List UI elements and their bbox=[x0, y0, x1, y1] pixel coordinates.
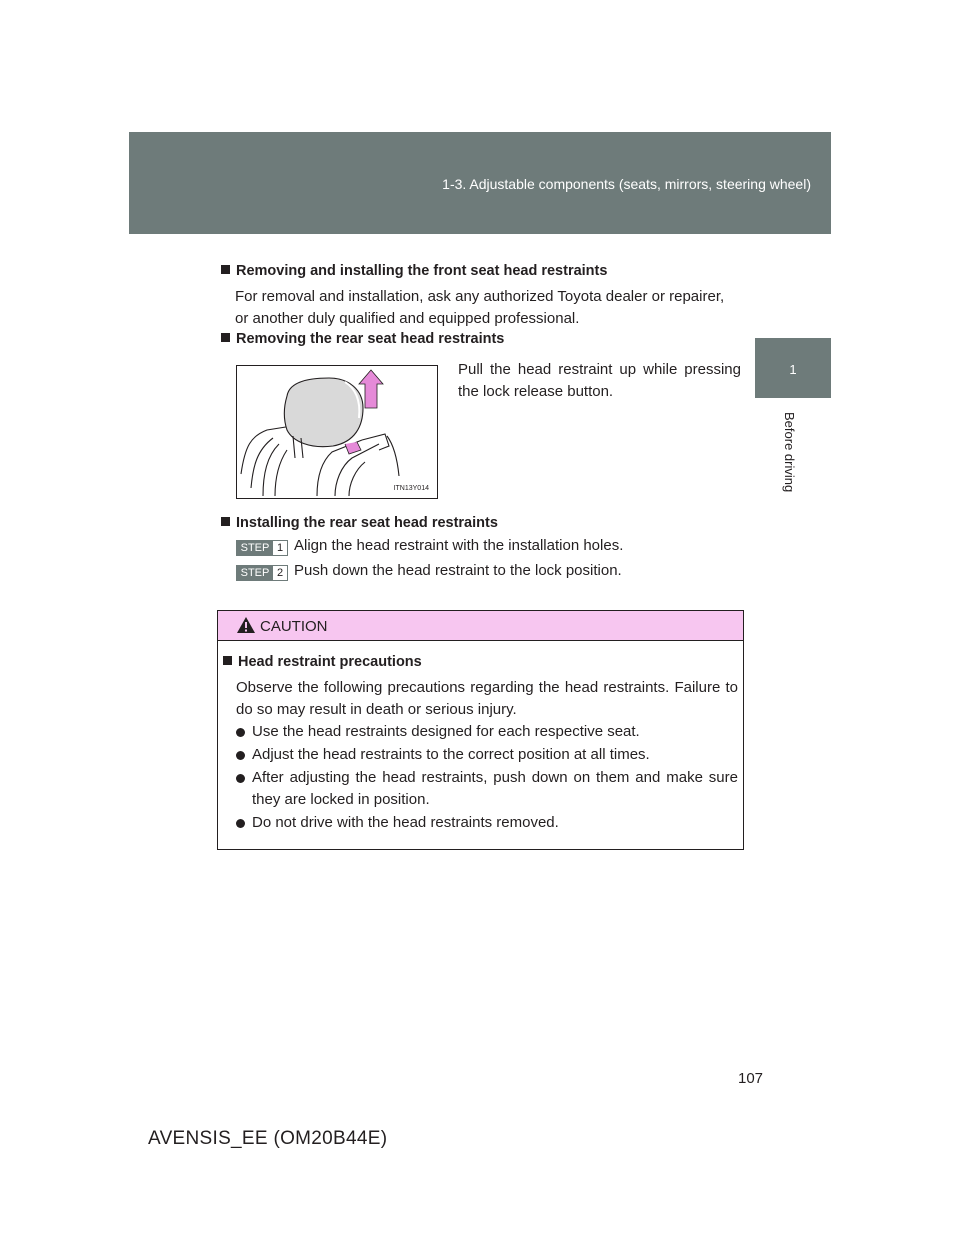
caution-header bbox=[218, 611, 743, 641]
chapter-number: 1 bbox=[789, 362, 797, 377]
rear-remove-text: Pull the head restraint up while pressing the lock release button. bbox=[458, 361, 741, 400]
caution-bullet: Adjust the head restraints to the correct position at all times. bbox=[236, 744, 738, 766]
square-bullet-icon bbox=[221, 333, 230, 342]
caution-box bbox=[217, 610, 744, 850]
rear-install-heading: Installing the rear seat head restraints bbox=[221, 515, 498, 531]
round-bullet-icon bbox=[236, 819, 245, 828]
round-bullet-icon bbox=[236, 728, 245, 737]
square-bullet-icon bbox=[221, 265, 230, 274]
warning-icon bbox=[236, 616, 256, 634]
illustration-code: ITN13Y014 bbox=[393, 485, 429, 492]
caution-title: CAUTION bbox=[260, 618, 328, 635]
caution-bullet: Do not drive with the head restraints removed. bbox=[236, 812, 738, 834]
step-badge: STEP 2 bbox=[236, 565, 288, 581]
step-badge: STEP 1 bbox=[236, 540, 288, 556]
step-text: Push down the head restraint to the lock position. bbox=[294, 562, 622, 579]
caution-heading: Head restraint precautions bbox=[223, 654, 422, 670]
caution-text: Observe the following precautions regarding the head restraints. Failure to do so may result in death or serious injury. bbox=[236, 679, 738, 718]
header-band bbox=[129, 132, 831, 234]
header-title: 1-3. Adjustable components (seats, mirrors, steering wheel) bbox=[442, 176, 811, 192]
round-bullet-icon bbox=[236, 751, 245, 760]
front-restraint-heading: Removing and installing the front seat head restraints bbox=[221, 263, 607, 279]
page-number: 107 bbox=[738, 1070, 764, 1087]
head-restraint-illustration bbox=[236, 365, 438, 499]
footer-model-code: AVENSIS_EE (OM20B44E) bbox=[148, 1128, 388, 1149]
head-restraint-drawing bbox=[237, 366, 437, 498]
square-bullet-icon bbox=[223, 656, 232, 665]
round-bullet-icon bbox=[236, 774, 245, 783]
caution-bullet: After adjusting the head restraints, push down on them and make sure they are locked in position. bbox=[236, 767, 738, 811]
square-bullet-icon bbox=[221, 517, 230, 526]
chapter-label-text: Before driving bbox=[782, 412, 797, 493]
chapter-label bbox=[775, 412, 805, 502]
step-text: Align the head restraint with the installation holes. bbox=[294, 537, 624, 554]
caution-bullet: Use the head restraints designed for each respective seat. bbox=[236, 721, 738, 743]
rear-remove-heading: Removing the rear seat head restraints bbox=[221, 331, 504, 347]
chapter-tab bbox=[755, 338, 831, 398]
front-restraint-text: For removal and installation, ask any authorized Toyota dealer or repairer, or another duly qualified and equipped professional. bbox=[235, 288, 725, 327]
